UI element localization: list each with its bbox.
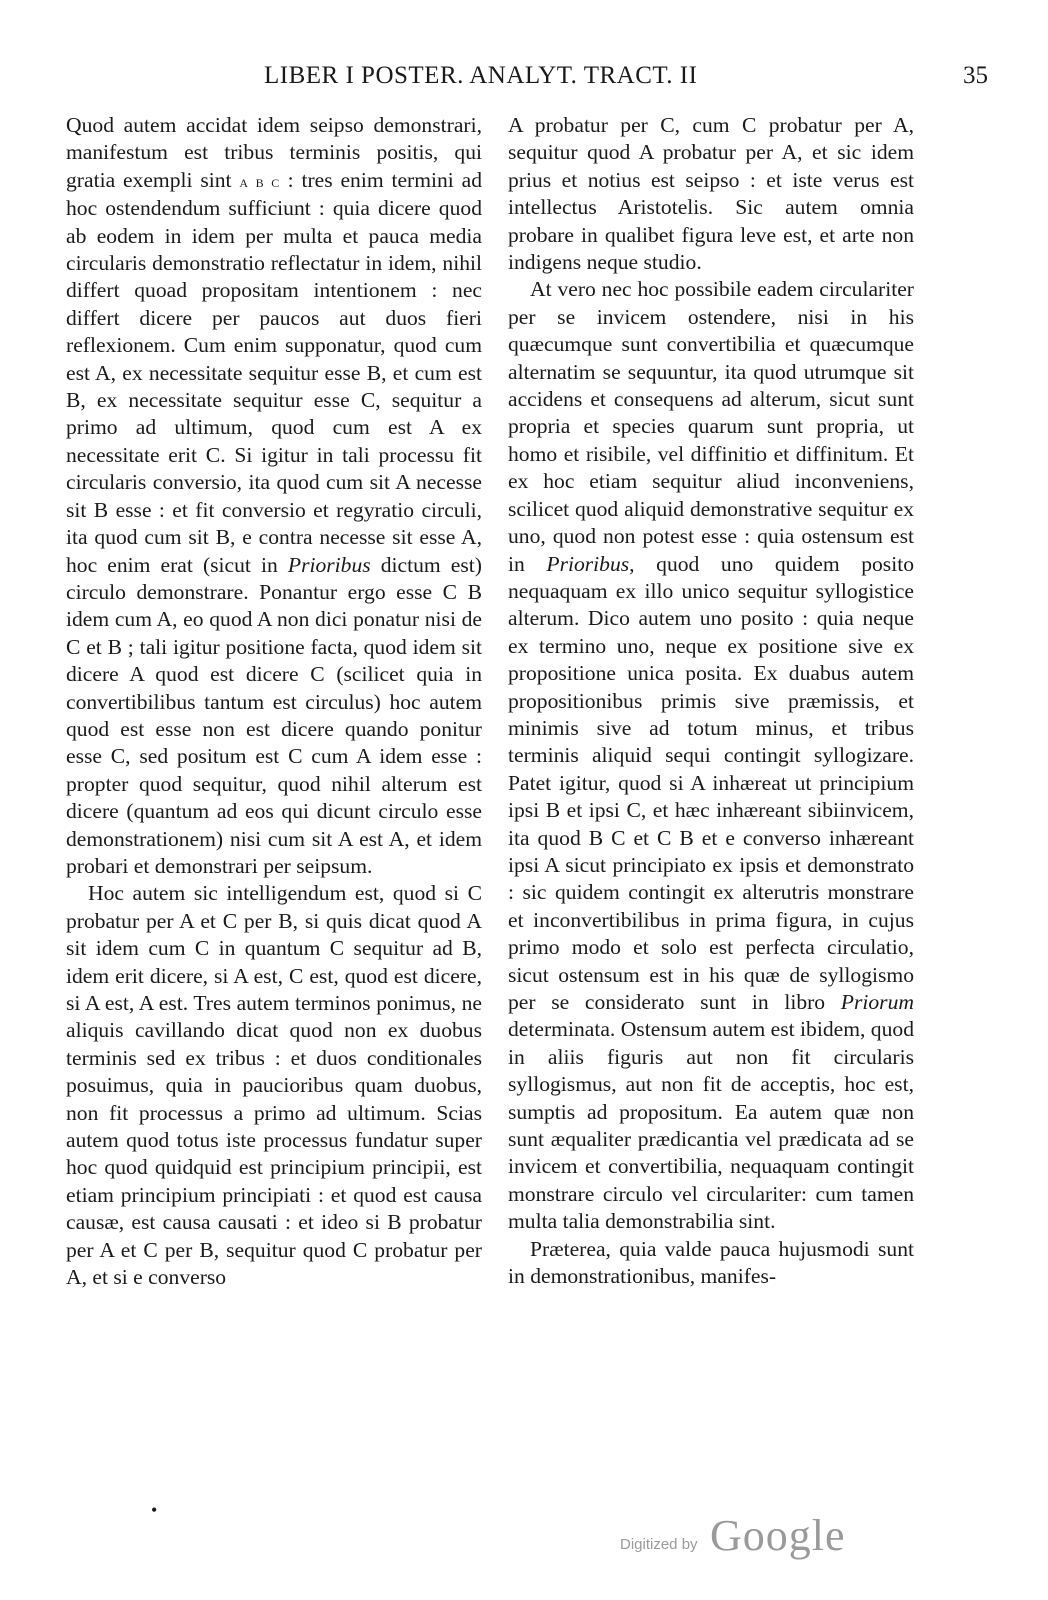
google-logo: Google — [710, 1511, 846, 1560]
right-column — [508, 112, 914, 1542]
right-paragraph-1: A probatur per C, cum C probatur per A, sequitur quod A probatur per A, et sic idem prius et notius est seipso : et iste verus est intellectus Aristotelis. Sic autem omnia probare in qualibet figura leve est, et arte non indigens neque studio. — [508, 113, 914, 275]
left-p1-italic: Prioribus — [287, 552, 371, 577]
left-paragraph-2: Hoc autem sic intelligendum est, quod si C probatur per A et C per B, si quis dicat quod A sit idem cum C in quantum C sequitur ad B, idem erit dicere, si A est, C est, quod est dicere, si A est, A est. Tres autem terminos ponimus, ne aliquis cavillando dicat quod non ex duobus terminis sed ex tribus : et duos conditionales posuimus, quia in paucioribus quam duobus, non fit processus a primo ad ultimum. Scias autem quod totus iste processus fundatur super hoc quod quidquid est principium principii, est etiam principium principiati : et quod est causa causæ, est causa causati : et ideo si B probatur per A et C per B, sequitur quod C probatur per A, et si e converso — [66, 881, 482, 1290]
right-p2-text-b: quod uno quidem posito nequaquam ex illo unico sequitur syllogistice alterum. Dico autem uno posito : quia neque ex termino uno, neque ex positione sive ex propositione unica posita. Ex duabus autem propositionibus primis sive præmissis, et minimis sive ad totum minus, et tribus terminis aliquid sequi contingit syllogizare. Patet igitur, quod si A inhæreat ut principium ipsi B et ipsi C, et hæc inhæreant sibiinvicem, ita quod B C et C B et e converso inhæreant ipsi A sicut principiato ex ipsis et demonstrato : sic quidem contingit ex alterutris monstrare et inconvertibilibus in prima figura, in cujus primo modo et solo est perfecta circulatio, sicut ostensum est in his quæ de syllogismo per se considerato sunt in libro — [508, 551, 914, 1014]
digitized-watermark — [620, 1510, 846, 1570]
left-column — [66, 112, 482, 1542]
page-header — [64, 62, 1008, 102]
left-p1-text-a: Quod autem accidat idem seipso demonstrari, manifestum est tribus terminis positis, qui gratia exempli sint — [66, 113, 482, 192]
right-p2-italic-1: Prioribus, — [546, 551, 635, 576]
right-paragraph-2 — [508, 276, 914, 1235]
left-paragraph-1 — [66, 112, 482, 880]
left-p1-abc: a b c — [239, 171, 280, 191]
left-p1-text-b: : tres enim termini ad hoc ostendendum sufficiunt : quia dicere quod ab eodem in idem per multa et pauca media circularis demonstratio reflectatur in idem, nihil differt quoad propositam intentionem : nec differt dicere per paucos aut duos fieri reflexionem. Cum enim supponatur, quod cum est A, ex necessitate sequitur esse B, et cum est B, ex necessitate sequitur esse C, sequitur a primo ad ultimum, quod cum est A ex necessitate erit C. Si igitur in tali processu fit circularis conversio, ita quod cum sit A necesse sit B esse : et fit conversio et regyratio circuli, ita quod cum sit B, e contra necesse sit esse A, hoc enim erat (sicut in — [66, 167, 482, 577]
running-title: LIBER I POSTER. ANALYT. TRACT. II — [264, 62, 698, 89]
right-paragraph-3: Præterea, quia valde pauca hujusmodi sunt in demonstrationibus, manifes- — [508, 1236, 914, 1289]
left-p1-text-c: dictum est) circulo demonstrare. Ponantur ergo esse C B idem cum A, eo quod A non dici ponatur nisi de C et B ; tali igitur positione facta, quod idem sit dicere A quod est dicere C (scilicet quia in convertibilibus tantum est circulus) hoc autem quod est esse non est dicere quando ponitur esse C, sed positum est C cum A idem esse : propter quod sequitur, quod nihil alterum est dicere (quantum ad eos qui dicunt circulo esse demonstrationem) nisi cum sit A est A, et idem probari et demonstrari per seipsum. — [66, 552, 482, 878]
digitized-by-text: Digitized by — [620, 1536, 698, 1553]
right-p2-text-a: At vero nec hoc possibile eadem circulariter per se invicem ostendere, nisi in his quæcumque sunt convertibilia et quæcumque alternatim se sequuntur, ita quod utrumque sit accidens et consequens ad alterum, sicut sunt propria et species quarum sunt propria, ut homo et risibile, vel diffinitio et diffinitum. Et ex hoc etiam sequitur aliud inconveniens, scilicet quod aliquid demonstrative sequitur ex uno, quod non potest esse : quia ostensum est in — [508, 277, 914, 576]
stray-dot-mark: • — [151, 1500, 158, 1520]
right-p2-text-c: determinata. Ostensum autem est ibidem, quod in aliis figuris aut non fit circularis syllogismus, aut non fit de acceptis, hoc est, sumptis ad propositum. Ea autem quæ non sunt æqualiter prædicantia vel prædicata ad se invicem et convertibilia, nequaquam contingit monstrare circulo vel circulariter: cum tamen multa talia demonstrabilia sint. — [508, 1017, 914, 1234]
right-p2-italic-2: Priorum — [840, 990, 914, 1014]
page-number: 35 — [963, 62, 988, 89]
